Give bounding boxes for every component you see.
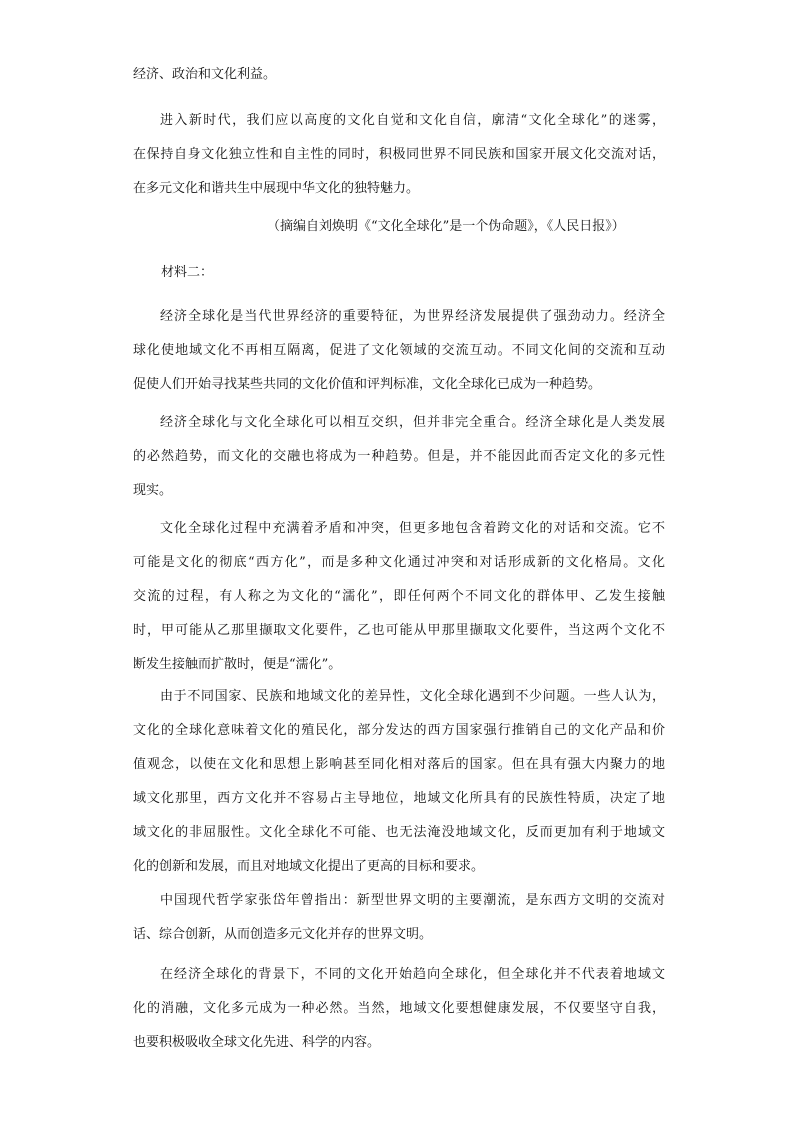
text-line: 时，甲可能从乙那里撷取文化要件，乙也可能从甲那里撷取文化要件，当这两个文化不	[133, 623, 665, 638]
text-line: 化的创新和发展，而且对地域文化提出了更高的目标和要求。	[133, 859, 485, 874]
text-line: 经济、政治和文化利益。	[133, 67, 277, 82]
text-line: 促使人们开始寻找某些共同的文化价值和评判标准，文化全球化已成为一种趋势。	[133, 377, 602, 392]
text-line: 进入新时代，我们应以高度的文化自觉和文化自信，廓清“文化全球化”的迷雾，	[160, 113, 665, 128]
text-line: 现实。	[133, 483, 173, 498]
paragraph-cultural-diversity	[133, 958, 665, 1060]
text-line: 断发生接触而扩散时，便是“濡化”。	[133, 657, 342, 672]
paragraph-acculturation	[133, 512, 665, 682]
text-line: 交流的过程，有人称之为文化的“濡化”，即任何两个不同文化的群体甲、乙发生接触	[133, 589, 665, 604]
section-heading-material-two: 材料二：	[161, 265, 214, 280]
text-line: 域文化的非屈服性。文化全球化不可能、也无法淹没地域文化，反而更加有利于地域文	[133, 825, 665, 840]
text-line: 也要积极吸收全球文化先进、科学的内容。	[133, 1035, 381, 1050]
paragraph-conclusion-tail	[133, 58, 665, 92]
text-line: 文化全球化过程中充满着矛盾和冲突，但更多地包含着跨文化的对话和交流。它不	[160, 521, 665, 536]
source-citation: （摘编自刘焕明《“文化全球化”是一个伪命题》，《人民日报》）	[267, 219, 625, 234]
text-line: 在经济全球化的背景下，不同的文化开始趋向全球化，但全球化并不代表着地域文	[160, 967, 665, 982]
text-line: 在保持自身文化独立性和自主性的同时，积极同世界不同民族和国家开展文化交流对话，	[133, 147, 665, 162]
text-line: 可能是文化的彻底“西方化”，而是多种文化通过冲突和对话形成新的文化格局。文化	[133, 555, 665, 570]
text-line: 域文化那里，西方文化并不容易占主导地位，地域文化所具有的民族性特质，决定了地	[133, 791, 665, 806]
text-line: 经济全球化与文化全球化可以相互交织，但并非完全重合。经济全球化是人类发展	[160, 415, 665, 430]
text-line: 中国现代哲学家张岱年曾指出：新型世界文明的主要潮流，是东西方文明的交流对	[160, 893, 665, 908]
text-line: 化的消融，文化多元成为一种必然。当然，地域文化要想健康发展，不仅要坚守自我，	[133, 1001, 665, 1016]
text-line: 球化使地域文化不再相互隔离，促进了文化领域的交流互动。不同文化间的交流和互动	[133, 343, 665, 358]
text-line: 值观念，以使在文化和思想上影响甚至同化相对落后的国家。但在具有强大内聚力的地	[133, 757, 665, 772]
paragraph-interweaving	[133, 406, 665, 508]
paragraph-zhang-dainian	[133, 884, 665, 952]
text-line: 文化的全球化意味着文化的殖民化，部分发达的西方国家强行推销自己的文化产品和价	[133, 723, 665, 738]
text-line: 话、综合创新，从而创造多元文化并存的世界文明。	[133, 927, 433, 942]
paragraph-new-era	[133, 104, 665, 206]
text-line: 的必然趋势，而文化的交融也将成为一种趋势。但是，并不能因此而否定文化的多元性	[133, 449, 665, 464]
paragraph-regional-culture	[133, 680, 665, 884]
text-line: 经济全球化是当代世界经济的重要特征，为世界经济发展提供了强劲动力。经济全	[160, 309, 665, 324]
text-line: 由于不同国家、民族和地域文化的差异性，文化全球化遇到不少问题。一些人认为，	[160, 689, 665, 704]
text-line: 在多元文化和谐共生中展现中华文化的独特魅力。	[133, 181, 420, 196]
paragraph-economic-globalization	[133, 300, 665, 402]
